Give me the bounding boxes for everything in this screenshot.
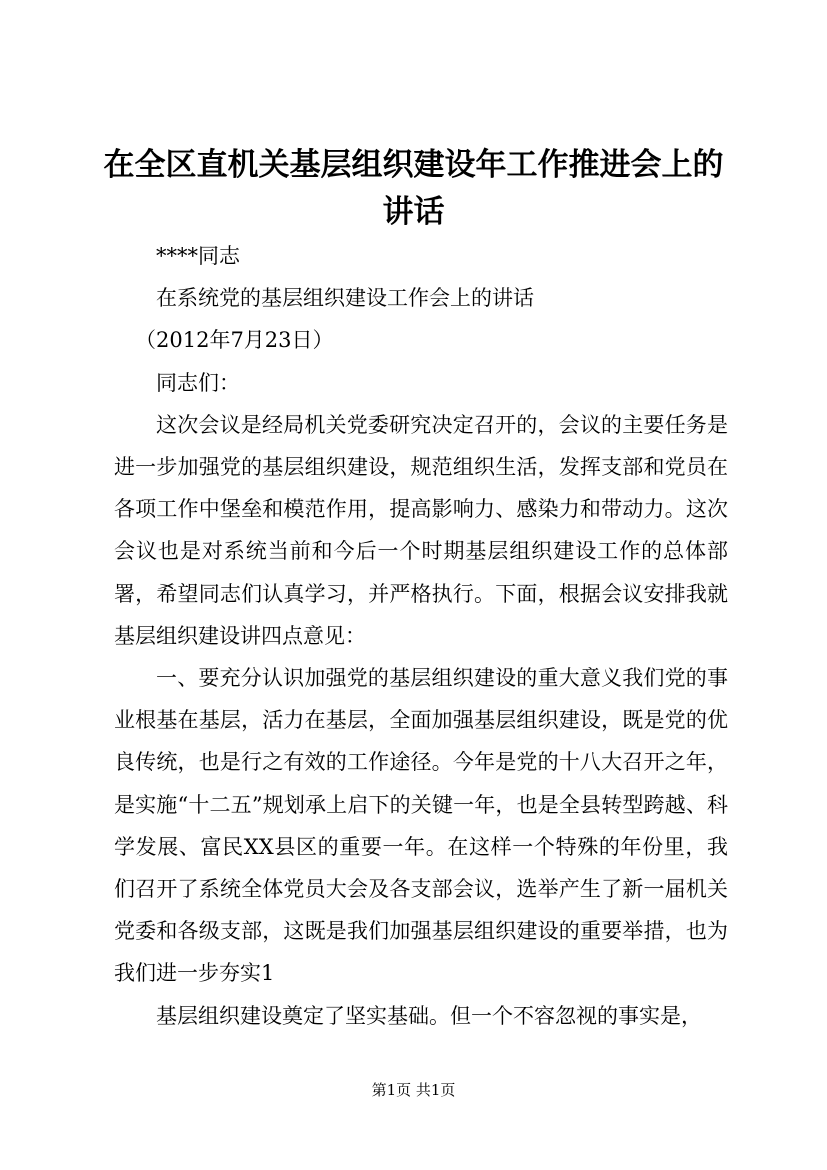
greeting-line: 同志们：: [156, 370, 240, 395]
speech-subtitle: 在系统党的基层组织建设工作会上的讲话: [156, 286, 534, 311]
document-body: [114, 235, 728, 1037]
page-footer: 第1页 共1页: [371, 1081, 456, 1099]
body-paragraph: 这次会议是经局机关党委研究决定召开的，会议的主要任务是进一步加强党的基层组织建设，规范组织生活，发挥支部和党员在各项工作中堡垒和模范作用，提高影响力、感染力和带动力。这次会议也是对系统当前和今后一个时期基层组织建设工作的总体部署，希望同志们认真学习，并严格执行。下面，根据会议安排我就基层组织建设讲四点意见：: [114, 412, 728, 648]
body-paragraph: 基层组织建设奠定了坚实基础。但一个不容忽视的事实是，: [156, 1003, 702, 1028]
document-title: 在全区直机关基层组织建设年工作推进会上的讲话: [103, 147, 724, 230]
speech-date: （2012年7月23日）: [135, 328, 334, 353]
body-paragraph: 一、要充分认识加强党的基层组织建设的重大意义我们党的事业根基在基层，活力在基层，全面加强基层组织建设，既是党的优良传统，也是行之有效的工作途径。今年是党的十八大召开之年，是实施“十二五”规划承上启下的关键一年，也是全县转型跨越、科学发展、富民XX县区的重要一年。在这样一个特殊的年份里，我们召开了系统全体党员大会及各支部会议，选举产生了新一届机关党委和各级支部，这既是我们加强基层组织建设的重要举措，也为我们进一步夯实1: [114, 666, 728, 986]
salutation-line: ****同志: [156, 244, 240, 268]
